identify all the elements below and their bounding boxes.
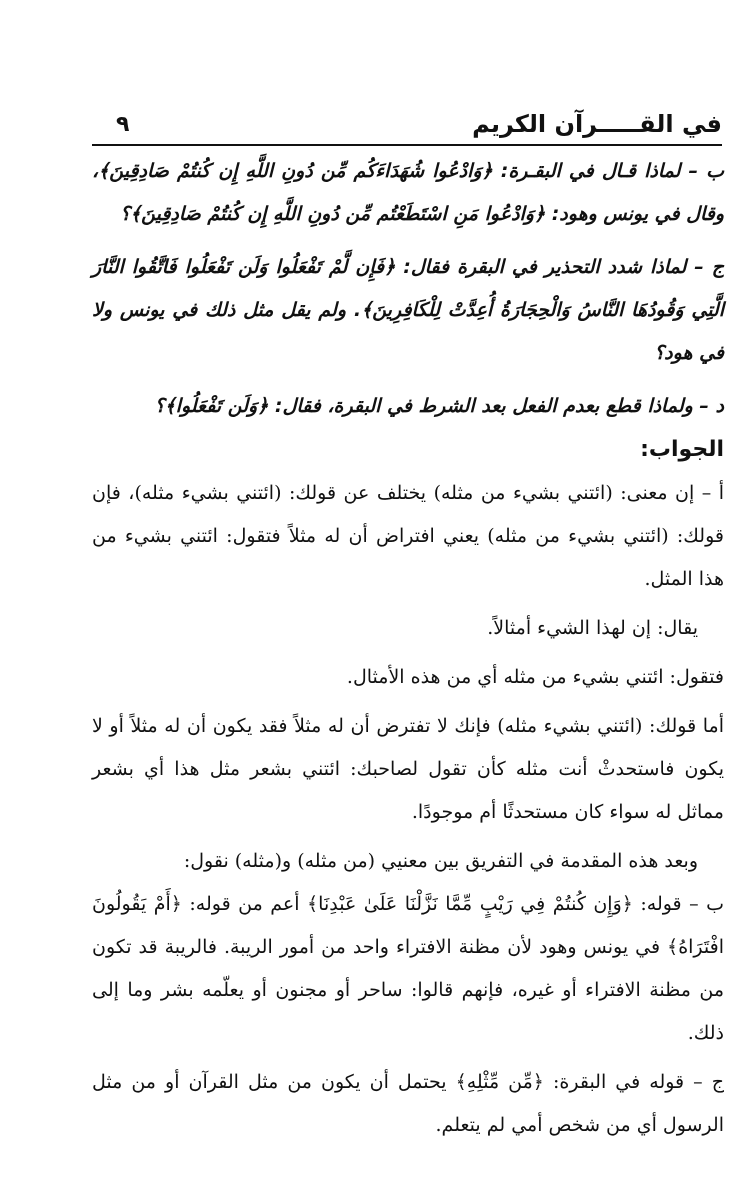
question-j: ج – لماذا شدد التحذير في البقرة فقال: ﴿فَإِن لَّمْ تَفْعَلُوا وَلَن تَفْعَلُوا فَاتَّقُوا النَّارَ الَّتِي وَقُودُهَا النَّاسُ وَالْحِجَارَةُ أُعِدَّتْ لِلْكَافِرِينَ﴾. ولم يقل مثل ذلك في يونس ولا في هود؟ — [92, 256, 724, 364]
question-b: ب – لماذا قـال في البقـرة: ﴿وَادْعُوا شُهَدَاءَكُم مِّن دُونِ اللَّهِ إِن كُنتُمْ صَادِقِينَ﴾، وقال في يونس وهود: ﴿وَادْعُوا مَنِ اسْتَطَعْتُم مِّن دُونِ اللَّهِ إِن كُنتُمْ صَادِقِينَ﴾؟ — [92, 160, 724, 225]
answer-heading: الجواب: — [640, 437, 724, 462]
header-title: في القـــــرآن الكريم — [472, 110, 722, 138]
page-body — [92, 150, 724, 1147]
page-number: ٩ — [116, 112, 130, 137]
answer-j-paragraph: ج – قوله في البقرة: ﴿مِّن مِّثْلِهِ﴾ يحتمل أن يكون من مثل القرآن أو من مثل الرسول أي من شخص أمي لم يتعلم. — [92, 1071, 724, 1136]
answer-b-paragraph: ب – قوله: ﴿وَإِن كُنتُمْ فِي رَيْبٍ مِّمَّا نَزَّلْنَا عَلَىٰ عَبْدِنَا﴾ أعم من قوله: ﴿أَمْ يَقُولُونَ افْتَرَاهُ﴾ في يونس وهود لأن مظنة الافتراء واحد من أمور الريبة. فالريبة قد تكون من مظنة الافتراء أو غيره، فإنهم قالوا: ساحر أو مجنون أو يعلّمه بشر وما إلى ذلك. — [92, 893, 724, 1044]
answer-a-paragraph-1: أ – إن معنى: (ائتني بشيء من مثله) يختلف عن قولك: (ائتني بشيء مثله)، فإن قولك: (ائتني بشيء من مثله) يعني افتراض أن له مثلاً فتقول: ائتني بشيء من هذا المثل. — [92, 482, 724, 590]
answer-a-paragraph-5: وبعد هذه المقدمة في التفريق بين معنيي (من مثله) و(مثله) نقول: — [183, 850, 698, 872]
answer-a-paragraph-4: أما قولك: (ائتني بشيء مثله) فإنك لا تفترض أن له مثلاً فقد يكون أن له مثلاً أو لا يكون فاستحدثْ أنت مثله كأن تقول لصاحبك: ائتني بشعر مثل هذا أي بشعر مماثل له سواء كان مستحدثًا أم موجودًا. — [92, 715, 724, 823]
answer-a-paragraph-3: فتقول: ائتني بشيء من مثله أي من هذه الأمثال. — [346, 666, 724, 688]
answer-a-paragraph-2: يقال: إن لهذا الشيء أمثالاً. — [487, 617, 698, 639]
question-d: د – ولماذا قطع بعدم الفعل بعد الشرط في البقرة، فقال: ﴿وَلَن تَفْعَلُوا﴾؟ — [154, 395, 724, 417]
running-header — [92, 108, 722, 146]
